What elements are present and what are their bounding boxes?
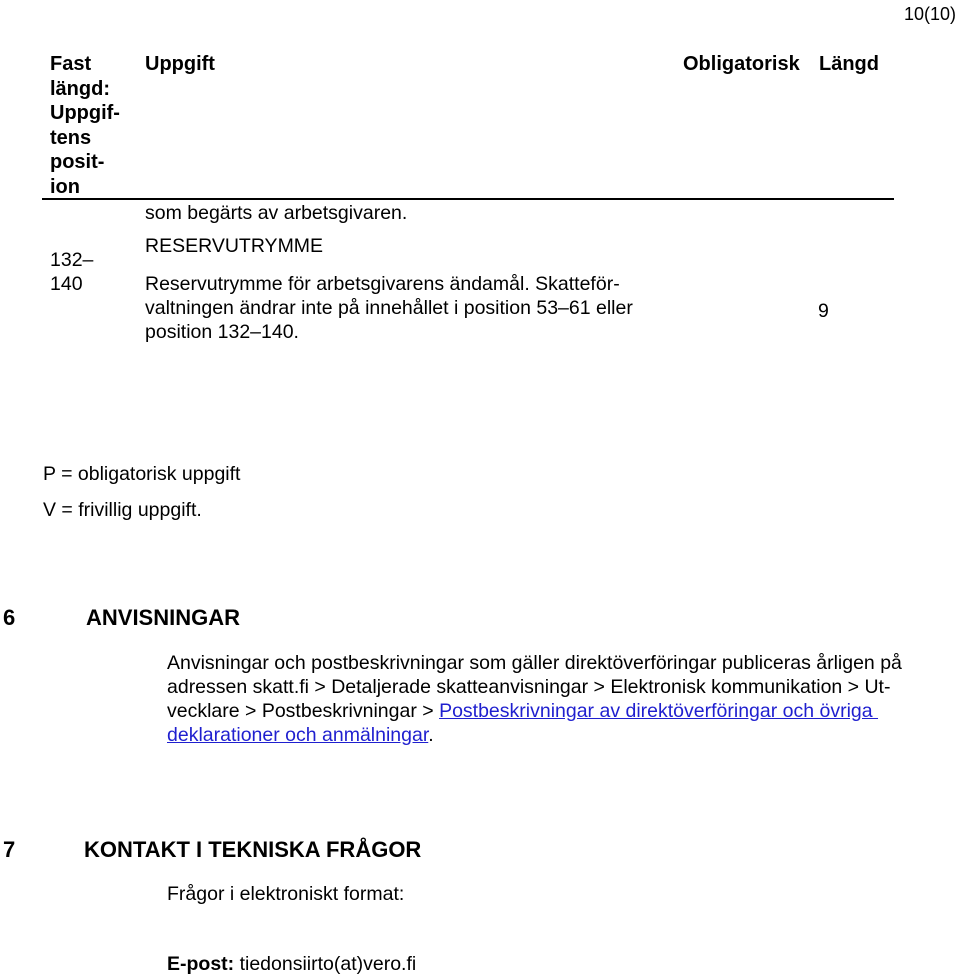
- row-length: 9: [818, 300, 829, 322]
- email-value: tiedonsiirto(at)vero.fi: [234, 953, 417, 975]
- header-uppgift: Uppgift: [145, 53, 215, 75]
- header-position-line: Fast: [50, 53, 92, 75]
- row-position-line: 132–: [50, 249, 94, 271]
- section-6-number: 6: [3, 605, 16, 630]
- legend-p: P = obligatorisk uppgift: [43, 463, 241, 485]
- section-6-period: .: [428, 724, 434, 746]
- header-divider: [42, 198, 894, 200]
- row-position-line: 140: [50, 273, 83, 295]
- section-6-line: [167, 699, 959, 723]
- header-position-line: längd:: [50, 77, 110, 100]
- page-number: 10(10): [903, 4, 956, 24]
- header-position: [50, 52, 120, 199]
- row-description-line: Reservutrymme för arbetsgivarens ändamål. Skatteför-: [145, 273, 620, 295]
- header-obligatorisk: Obligatorisk: [683, 53, 800, 75]
- row-description: [145, 272, 633, 344]
- section-7-question: Frågor i elektroniskt format:: [167, 883, 405, 905]
- postbeskrivningar-link-cont[interactable]: deklarationer och anmälningar: [167, 724, 429, 746]
- header-position-line: ion: [50, 175, 80, 198]
- section-6-line: adressen skatt.fi > Detaljerade skatteanvisningar > Elektronisk kommunikation > Ut-: [167, 676, 891, 698]
- section-7-number: 7: [3, 837, 16, 862]
- section-6-line-text: vecklare > Postbeskrivningar >: [167, 700, 440, 722]
- header-position-line: Uppgif-: [50, 102, 120, 124]
- header-position-line: tens: [50, 126, 92, 149]
- section-6-line: Anvisningar och postbeskrivningar som gäller direktöverföringar publiceras årligen på: [167, 652, 902, 674]
- row-description-line: valtningen ändrar inte på innehållet i position 53–61 eller: [145, 297, 633, 319]
- row-description-line: position 132–140.: [145, 321, 299, 343]
- email-line: [167, 952, 416, 976]
- section-7-title: KONTAKT I TEKNISKA FRÅGOR: [84, 837, 422, 862]
- header-langd: Längd: [819, 53, 879, 75]
- section-6-line: [167, 723, 959, 747]
- row-title: RESERVUTRYMME: [145, 235, 324, 257]
- email-label: E-post:: [167, 953, 235, 975]
- header-position-line: posit-: [50, 151, 105, 173]
- row-position: [50, 248, 93, 296]
- section-6-body: [167, 651, 959, 747]
- section-6-title: ANVISNINGAR: [86, 605, 241, 630]
- continued-text: som begärts av arbetsgivaren.: [145, 202, 408, 224]
- postbeskrivningar-link[interactable]: Postbeskrivningar av direktöverföringar och övriga: [439, 700, 879, 722]
- legend-v: V = frivillig uppgift.: [43, 499, 202, 521]
